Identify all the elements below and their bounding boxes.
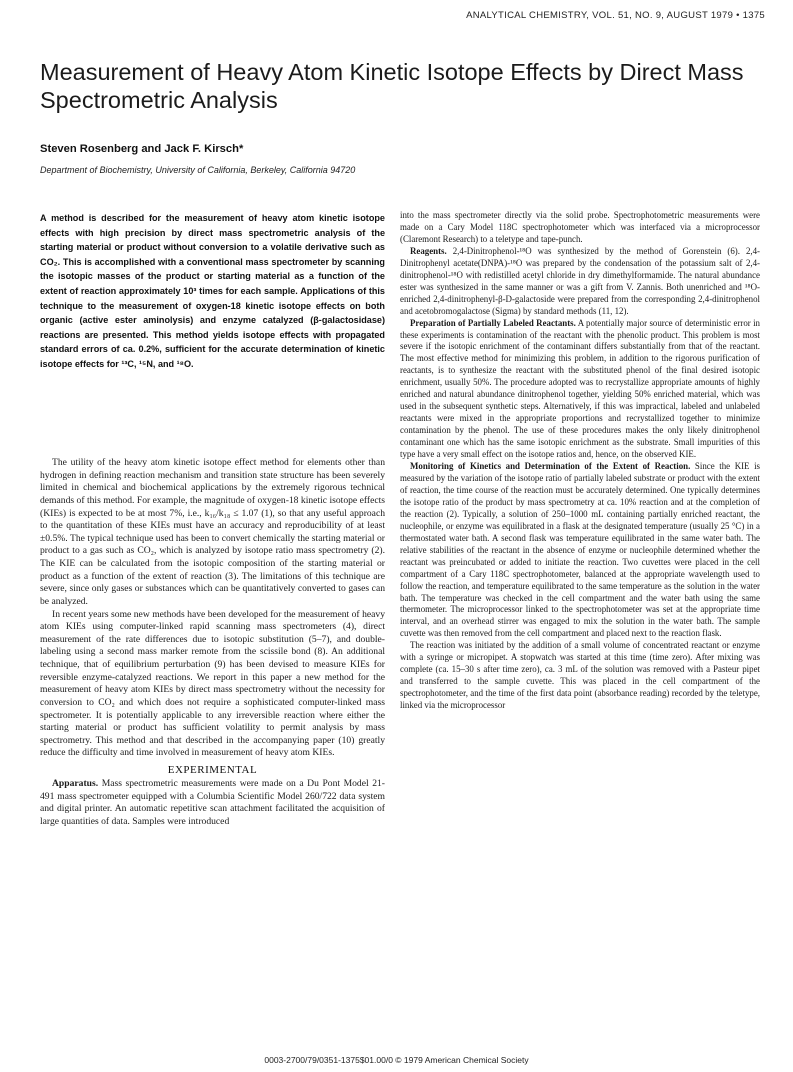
preparation-subheading: Preparation of Partially Labeled Reactants. bbox=[410, 317, 576, 328]
intro-paragraph-1: The utility of the heavy atom kinetic isotope effect method for elements other than hydrogen in defining reaction mechanism and transition state structure has been severely limited in chemical and biochemical applications by the extremely rigorous technical demands of this method. For example, the magnitude of oxygen-18 kinetic isotope effects (KIEs) is expected to be at most 7%, i.e., k₁₆/k₁₈ ≤ 1.07 (1), so that any useful approach to the quantitation of these KIEs must have an accuracy and reproducibility of at least ±0.5%. The typical technique used has been to convert chemically the starting material or product to a gas such as CO₂, which is analyzed by isotope ratio mass spectrometry (2). The KIE can be calculated from the isotopic composition of the starting material or product as a function of the extent of reaction (3). The limitations of this technique are severe, since only gases or substances which can be quantitatively converted to gases can be analyzed. bbox=[40, 457, 385, 607]
monitoring-text: Since the KIE is measured by the variation of the isotope ratio of partially labeled substrate or product with the extent of reaction, the time course of the reaction must be accurately determined. One typically determines the isotope ratio of the product by mass spectrometry at ca. 10% reaction and at the completion of the reaction (2). Typically, a solution of 250–1000 mL containing partially enriched reactant, the nucleophile, or enzyme was equilibrated in a flask at the designated temperature (usually 25 °C) in a thermostated water bath. A second flask was temperature equilibrated in the same water bath. The relative stabilities of the reactant in the absence of enzyme or nucleophile determined whether the reactant was preincubated or added to initiate the reaction. Two cuvettes were placed in the cell compartment of a Cary 118C spectrophotometer, balanced at the appropriate wavelength used to follow the reaction, and temperature equilibrated to the same temperature as the solution in the water bath. The temperature was checked in the cell compartment and the water bath using the same thermometer. The microprocessor linked to the spectrophotometer was set at the appropriate time interval, and an overhead stirrer was engaged to mix the solution in the water bath. The sample cuvette was then removed from the cell compartment and placed next to the reaction flask. bbox=[400, 461, 761, 639]
apparatus-text: Mass spectrometric measurements were made on a Du Pont Model 21-491 mass spectrometer equipped with a Columbia Scientific Model 260/722 data system and digital printer. An automatic repetitive scan attachment facilitated the acquisition of large quantities of data. Samples were introduced bbox=[40, 778, 385, 827]
initiation-paragraph: The reaction was initiated by the addition of a small volume of concentrated reactant or enzyme with a syringe or micropipet. A stopwatch was started at this time (time zero). After mixing was complete (ca. 15–30 s after time zero), ca. 3 mL of the solution was removed with a Pasteur pipet and transferred to the sample cuvette. This was placed in the cell compartment of the spectrophotometer, and the time of the first data point (absorbance reading) recorded by the teletype, linked via the microprocessor bbox=[400, 640, 760, 711]
section-heading-experimental: EXPERIMENTAL bbox=[167, 764, 258, 776]
apparatus-subheading: Apparatus. bbox=[52, 778, 99, 789]
reagents-text: 2,4-Dinitrophenol-¹⁸O was synthesized by the method of Gorenstein (6). 2,4-Dinitrophenyl acetate(DNPA)-¹⁸O was prepared by the condensation of the potassium salt of 2,4-dinitrophenol-¹⁸O with redistilled acetyl chloride in dry dimethylformamide. The natural abundance ester was synthesized in the same manner or was a gift from V. Zannis. Both unenriched and ¹⁸O-enriched 2,4-dinitrophenyl-β-D-galactoside were prepared from the corresponding 2,4-dinitrophenol and acetobromogalactose (Sigma) by standard methods (11, 12). bbox=[400, 245, 760, 316]
copyright-footer: 0003-2700/79/0351-1375$01.00/0 © 1979 American Chemical Society bbox=[264, 1055, 529, 1065]
monitoring-subheading: Monitoring of Kinetics and Determination of the Extent of Reaction. bbox=[410, 461, 691, 472]
left-column bbox=[40, 457, 385, 829]
reagents-paragraph bbox=[400, 246, 760, 318]
abstract: A method is described for the measurement of heavy atom kinetic isotope effects with high precision by direct mass spectrometric analysis of the starting material or product without conversion to a volatile derivative such as CO₂. This is accomplished with a conventional mass spectrometer by scanning the isotopic masses of the product or starting material as a function of the extent of reaction approximately 10³ times for each sample. Applications of this technique to the measurement of oxygen-18 kinetic isotope effects on both organic (active ester aminolysis) and enzyme catalyzed (β-galactosidase) reactions are presented. This method yields isotope effects with propagated standard errors of ca. 0.2%, sufficient for the accurate determination of kinetic isotope effects for ¹³C, ¹⁵N, and ¹⁸O. bbox=[40, 213, 385, 369]
intro-paragraph-2: In recent years some new methods have been developed for the measurement of heavy atom KIEs using computer-linked rapid scanning mass spectrometers (4), direct measurement of the rate differences due to isotopic substitution (5–7), and double-labeling using a second mass marker remote from the scissile bond (8). An additional technique, that of equilibrium perturbation (9) has been devised to measure KIEs for reversible enzyme-catalyzed reactions. We report in this paper a new method for the measurement of heavy atom KIEs by direct mass spectrometry without the necessity for conversion to CO₂ and which does not require a sophisticated computer-linked mass spectrometer. It is potentially applicable to any irreversible reaction where either the starting material or product has sufficient volatility to permit analysis by mass spectrometry. This method and that described in the accompanying paper (10) greatly reduce the difficulty and time involved in measurement of heavy atom KIEs. bbox=[40, 608, 385, 759]
continued-paragraph: into the mass spectrometer directly via the solid probe. Spectrophotometric measurements were made on a Cary Model 118C spectrophotometer which was interfaced via a microprocessor (Claremont Research) to a teletype and tape-punch. bbox=[400, 210, 760, 244]
reagents-subheading: Reagents. bbox=[410, 245, 447, 256]
author-line: Steven Rosenberg and Jack F. Kirsch* bbox=[40, 143, 244, 155]
preparation-text: A potentially major source of deterministic error in these experiments is contamination of the reactant with the phenolic product. This problem is most severe if the isotopic enrichment of the contaminant differs substantially from that of the reactant. The most effective method for minimizing this problem, in addition to the rigorous purification of reactants, is to synthesize the reactant with the substituted phenol of the final desired isotopic enrichment, usually 50%. The procedure adopted was to recrystallize appropriate amounts of highly enriched and natural abundance dinitrophenol together, yielding 50% enriched material, which was used in the subsequent synthetic steps. Alternatively, if this was impractical, labeled and unlabeled reactants were mixed in the appropriate proportions and recrystallized together to minimize contamination by the phenol. The use of these procedures makes the only likely dinitrophenol contaminant one which has the same isotopic enrichment as the substrate. Small impurities of this type have a very small effect on the isotope ratios and, hence, on the observed KIE. bbox=[400, 317, 760, 460]
apparatus-paragraph bbox=[40, 778, 385, 829]
right-column bbox=[400, 210, 760, 712]
running-head: ANALYTICAL CHEMISTRY, VOL. 51, NO. 9, AUGUST 1979 • 1375 bbox=[466, 10, 765, 21]
monitoring-paragraph bbox=[400, 461, 760, 640]
affiliation: Department of Biochemistry, University of California, Berkeley, California 94720 bbox=[40, 165, 356, 175]
article-title: Measurement of Heavy Atom Kinetic Isotope Effects by Direct Mass Spectrometric Analysis bbox=[40, 59, 744, 113]
preparation-paragraph bbox=[400, 318, 760, 461]
